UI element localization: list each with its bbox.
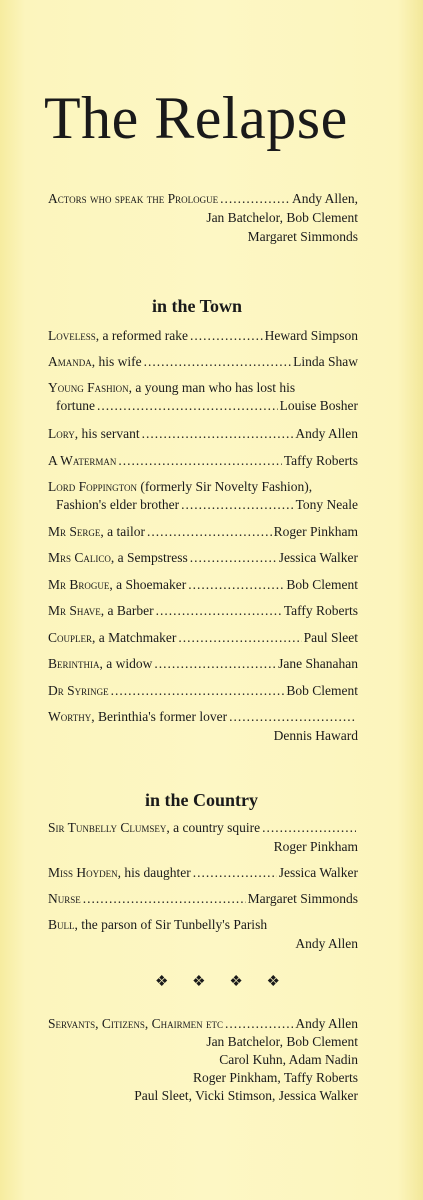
- actor-name: Tony Neale: [295, 497, 358, 512]
- leader-dots: [154, 655, 276, 673]
- cast-row: [48, 353, 358, 371]
- leader-dots: [229, 708, 356, 726]
- role-name: Sir Tunbelly Clumsey: [48, 820, 167, 835]
- cast-row: [48, 478, 358, 496]
- leader-dots: [190, 327, 263, 345]
- cast-row-cont: [56, 397, 358, 415]
- actor-name: Taffy Roberts: [283, 453, 358, 468]
- cast-row: [48, 655, 358, 673]
- cast-row: [48, 682, 358, 700]
- prologue-row: [48, 190, 358, 208]
- role-name: Amanda: [48, 354, 92, 369]
- leader-dots: [220, 190, 290, 208]
- role-name: Young Fashion: [48, 380, 129, 395]
- actor-name: Margaret Simmonds: [247, 891, 358, 906]
- ornament-icon: ❖: [229, 974, 243, 990]
- actor-name: Roger Pinkham: [273, 839, 358, 854]
- role-desc: , a tailor: [100, 524, 145, 539]
- section-heading-country: in the Country: [145, 790, 259, 810]
- servants-names-line: Jan Batchelor, Bob Clement: [206, 1034, 358, 1049]
- ornament-icon: ❖: [155, 974, 169, 990]
- ornament-icon: ❖: [192, 974, 206, 990]
- role-name: Nurse: [48, 891, 81, 906]
- cast-row: [48, 819, 358, 837]
- role-name: Coupler: [48, 630, 93, 645]
- actor-name: Andy Allen: [295, 936, 358, 951]
- role-desc: fortune: [56, 398, 95, 413]
- role-name: Miss Hoyden: [48, 865, 118, 880]
- role-name: Bull: [48, 917, 75, 932]
- prologue-names-line: Jan Batchelor, Bob Clement: [206, 210, 358, 225]
- role-name: Dr Syringe: [48, 683, 109, 698]
- actor-name: Louise Bosher: [279, 398, 358, 413]
- cast-row: [48, 629, 358, 647]
- actor-name: Jessica Walker: [278, 550, 358, 565]
- role-name: Loveless: [48, 328, 96, 343]
- actor-name: Bob Clement: [286, 577, 358, 592]
- cast-row: [48, 708, 358, 726]
- cast-row: [48, 864, 358, 882]
- cast-row: [48, 452, 358, 470]
- cast-row: [48, 327, 358, 345]
- leader-dots: [147, 523, 272, 541]
- role-desc: , a reformed rake: [95, 328, 188, 343]
- page-title: The Relapse: [44, 85, 348, 151]
- servants-actor: Andy Allen: [295, 1016, 358, 1031]
- role-desc: , a Matchmaker: [92, 630, 177, 645]
- leader-dots: [190, 549, 277, 567]
- role-desc: , his daughter: [117, 865, 191, 880]
- cast-row: [48, 602, 358, 620]
- role-name: Lory: [48, 426, 75, 441]
- role-name: A Waterman: [48, 453, 117, 468]
- role-name: Mr Serge: [48, 524, 101, 539]
- ornament-icon: ❖: [266, 974, 280, 990]
- prologue-names-line: Margaret Simmonds: [247, 229, 358, 244]
- actor-name: Jessica Walker: [278, 865, 358, 880]
- leader-dots: [144, 353, 292, 371]
- actor-name: Dennis Haward: [273, 728, 358, 743]
- leader-dots: [225, 1015, 293, 1033]
- leader-dots: [188, 576, 284, 594]
- cast-row: [48, 425, 358, 443]
- servants-row: [48, 1015, 358, 1033]
- servants-names-line: Paul Sleet, Vicki Stimson, Jessica Walker: [134, 1088, 358, 1103]
- role-name: Mr Shave: [48, 603, 101, 618]
- role-desc: , Berinthia's former lover: [91, 709, 228, 724]
- leader-dots: [142, 425, 294, 443]
- leader-dots: [193, 864, 277, 882]
- actor-name: Taffy Roberts: [283, 603, 358, 618]
- actor-name: Heward Simpson: [264, 328, 358, 343]
- leader-dots: [97, 397, 278, 415]
- cast-row: [48, 576, 358, 594]
- leader-dots: [83, 890, 246, 908]
- role-desc: (formerly Sir Novelty Fashion),: [136, 479, 313, 494]
- role-name: Mrs Calico: [48, 550, 111, 565]
- leader-dots: [111, 682, 285, 700]
- leader-dots: [178, 629, 301, 647]
- servants-names-line: Roger Pinkham, Taffy Roberts: [192, 1070, 358, 1085]
- role-desc: , the parson of Sir Tunbelly's Parish: [74, 917, 268, 932]
- role-desc: , a Shoemaker: [109, 577, 187, 592]
- role-desc: , a Barber: [100, 603, 154, 618]
- role-desc: , a young man who has lost his: [128, 380, 296, 395]
- actor-name: Bob Clement: [286, 683, 358, 698]
- actor-name: Jane Shanahan: [278, 656, 358, 671]
- servants-names-line: Carol Kuhn, Adam Nadin: [219, 1052, 358, 1067]
- leader-dots: [181, 496, 293, 514]
- ornament-divider: [155, 972, 280, 991]
- prologue-label: Actors who speak the Prologue: [48, 191, 219, 206]
- role-name: Berinthia: [48, 656, 100, 671]
- leader-dots: [262, 819, 356, 837]
- section-heading-town: in the Town: [152, 296, 243, 316]
- role-desc: , a country squire: [166, 820, 261, 835]
- prologue-actor: Andy Allen,: [292, 191, 358, 206]
- role-name: Mr Brogue: [48, 577, 110, 592]
- role-desc: , a Sempstress: [110, 550, 188, 565]
- actor-name: Roger Pinkham: [273, 524, 358, 539]
- cast-row: [48, 379, 358, 397]
- actor-name: Andy Allen: [295, 426, 358, 441]
- actor-name: Paul Sleet: [303, 630, 358, 645]
- leader-dots: [118, 452, 281, 470]
- role-desc: Fashion's elder brother: [56, 497, 180, 512]
- role-desc: , his servant: [74, 426, 140, 441]
- leader-dots: [156, 602, 282, 620]
- role-desc: , a widow: [99, 656, 153, 671]
- role-name: Worthy: [48, 709, 92, 724]
- role-name: Lord Foppington: [48, 479, 137, 494]
- actor-name: Linda Shaw: [293, 354, 358, 369]
- cast-row: [48, 916, 358, 934]
- role-desc: , his wife: [91, 354, 142, 369]
- cast-row: [48, 523, 358, 541]
- cast-row-cont: [56, 496, 358, 514]
- servants-label: Servants, Citizens, Chairmen etc: [48, 1016, 224, 1031]
- cast-row: [48, 890, 358, 908]
- cast-row: [48, 549, 358, 567]
